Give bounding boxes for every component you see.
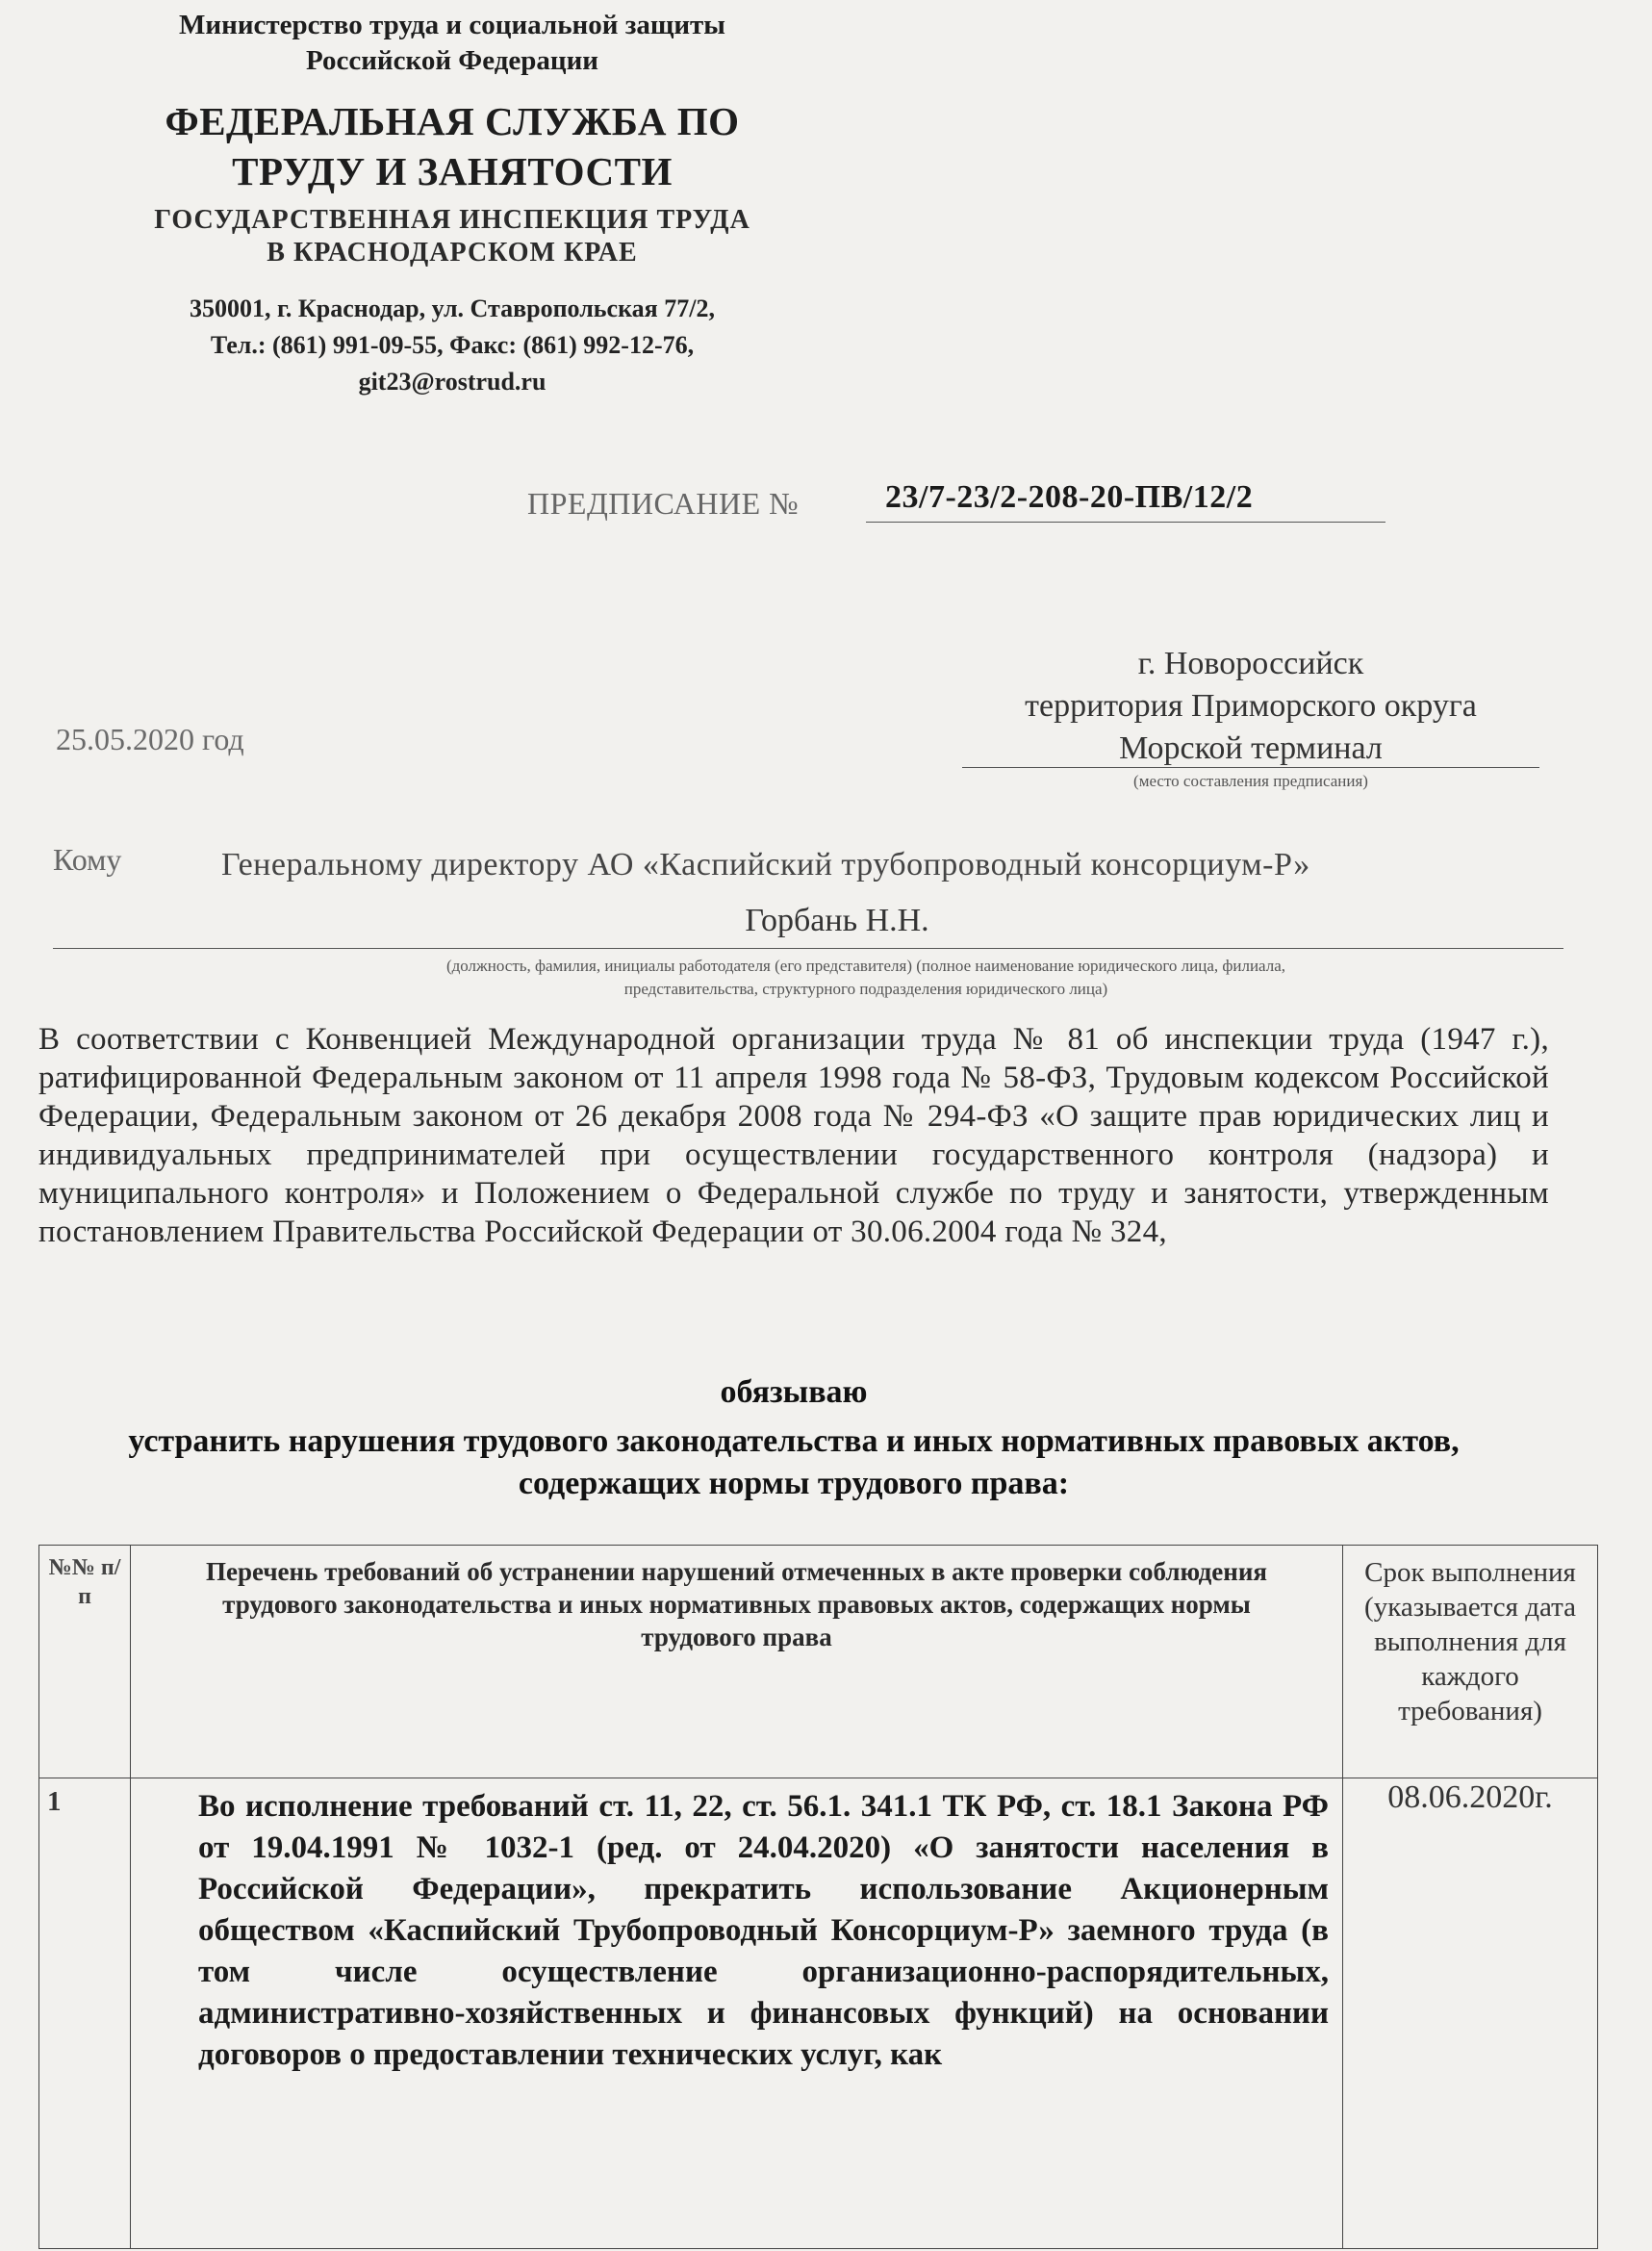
row-number: 1 bbox=[39, 1778, 131, 2249]
header-deadline: Срок выполнения (указывается дата выполнения для каждого требования) bbox=[1343, 1546, 1598, 1778]
header-requirements: Перечень требований об устранении нарушений отмеченных в акте проверки соблюдения трудового законодательства и иных нормативных правовых актов, содержащих нормы трудового права bbox=[131, 1546, 1343, 1778]
header-number: №№ п/п bbox=[39, 1546, 131, 1778]
letterhead bbox=[38, 8, 866, 400]
contacts bbox=[38, 291, 866, 400]
place-underline bbox=[962, 767, 1539, 768]
table-header-row bbox=[39, 1546, 1598, 1778]
ministry-name: Министерство труда и социальной защиты Российской Федерации bbox=[179, 10, 725, 76]
recipient-underline bbox=[53, 948, 1563, 949]
oblige-detail: устранить нарушения трудового законодательства и иных нормативных правовых актов, содержащих нормы трудового права: bbox=[128, 1423, 1460, 1501]
requirements-table bbox=[38, 1545, 1598, 2249]
recipient-label: Кому bbox=[53, 842, 122, 877]
place-caption: (место составления предписания) bbox=[1133, 772, 1368, 790]
document-date: 25.05.2020 год bbox=[56, 722, 244, 756]
service-name: ФЕДЕРАЛЬНАЯ СЛУЖБА ПО ТРУДУ И ЗАНЯТОСТИ bbox=[165, 99, 740, 193]
table-row bbox=[39, 1778, 1598, 2249]
row-deadline: 08.06.2020г. bbox=[1343, 1778, 1598, 2249]
address: 350001, г. Краснодар, ул. Ставропольская 77/2, bbox=[190, 294, 715, 322]
inspection-name: ГОСУДАРСТВЕННАЯ ИНСПЕКЦИЯ ТРУДА В КРАСНОДАРСКОМ КРАЕ bbox=[154, 205, 750, 268]
recipient-caption: (должность, фамилия, инициалы работодателя (его представителя) (полное наименование юридического лица, филиала, представительства, структурного подразделения юридического лица) bbox=[445, 957, 1286, 998]
recipient-name: Горбань Н.Н. bbox=[745, 903, 929, 938]
place-of-issue: г. Новороссийск территория Приморского округа Морской терминал bbox=[1025, 646, 1477, 766]
recipient-position: Генеральному директору АО «Каспийский трубопроводный консорциум-Р» bbox=[221, 847, 1310, 882]
legal-basis-paragraph: В соответствии с Конвенцией Международной организации труда № 81 об инспекции труда (1947 г.), ратифицированной Федеральным законом от 11 апреля 1998 года № 58-ФЗ, Трудовым кодексом Российской Федерации, Федеральным законом от 26 декабря 2008 года № 294-ФЗ «О защите прав юридических лиц и индивидуальных предпринимателей при осуществлении государственного контроля (надзора) и муниципального контроля» и Положением о Федеральной службе по труду и занятости, утвержденным постановлением Правительства Российской Федерации от 30.06.2004 года № 324, bbox=[38, 1022, 1549, 1249]
order-label: ПРЕДПИСАНИЕ № bbox=[527, 486, 800, 521]
phones: Тел.: (861) 991-09-55, Факс: (861) 992-12-76, bbox=[210, 331, 695, 359]
oblige-heading: обязываю bbox=[720, 1374, 868, 1410]
order-number: 23/7-23/2-208-20-ПВ/12/2 bbox=[866, 479, 1385, 523]
email: git23@rostrud.ru bbox=[358, 368, 546, 396]
row-requirement: Во исполнение требований ст. 11, 22, ст. 56.1. 341.1 ТК РФ, ст. 18.1 Закона РФ от 19.04.1991 № 1032-1 (ред. от 24.04.2020) «О занятости населения в Российской Федерации», прекратить использование Акционерным обществом «Каспийский Трубопроводный Консорциум-Р» заемного труда (в том числе осуществление организационно-распорядительных, административно-хозяйственных и финансовых функций) на основании договоров о предоставлении технических услуг, как bbox=[131, 1778, 1343, 2249]
